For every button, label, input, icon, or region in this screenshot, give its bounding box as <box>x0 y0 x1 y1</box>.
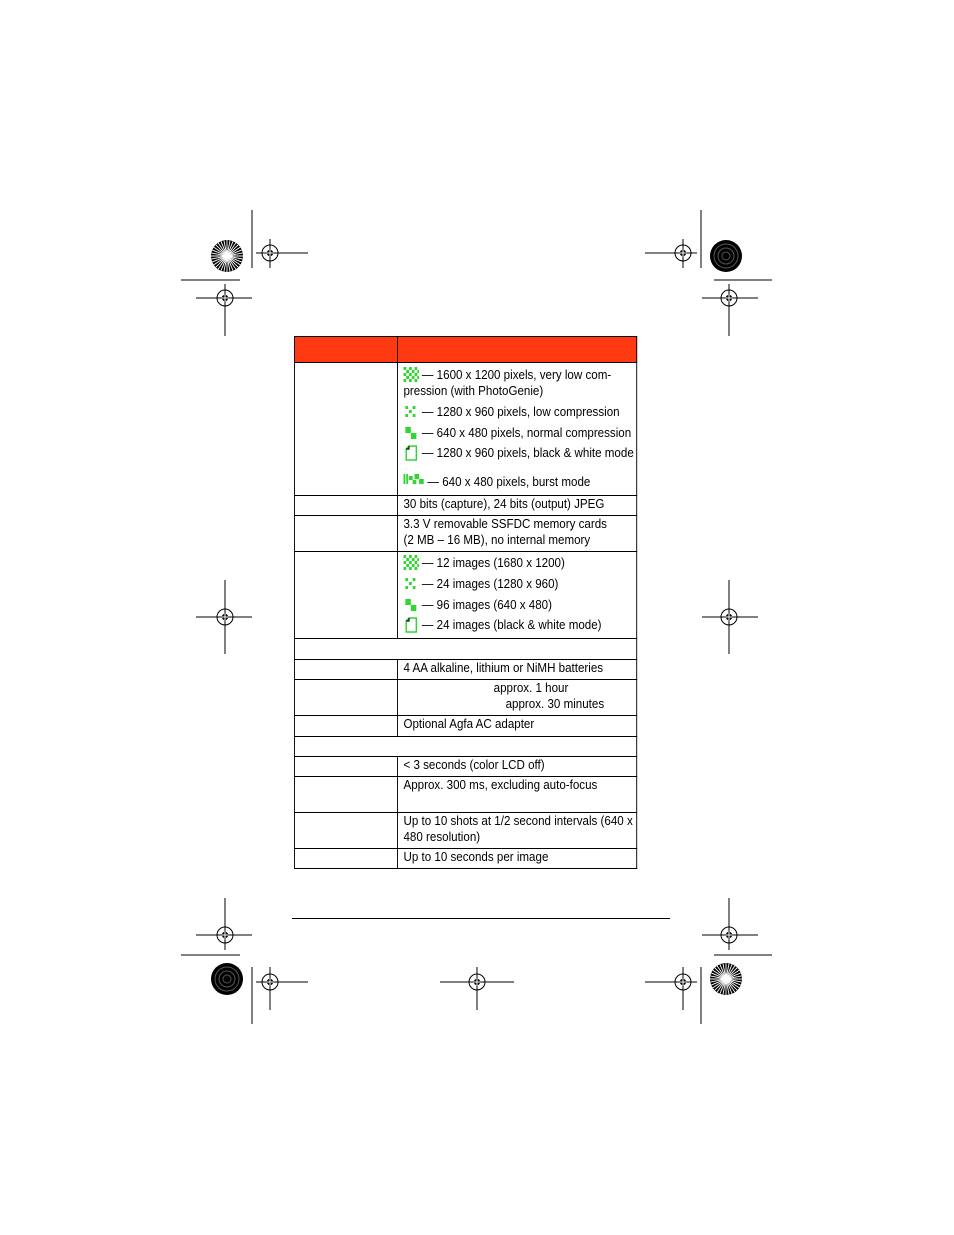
list-item: — 24 images (1280 x 960) <box>403 576 634 592</box>
header-cell-specification <box>398 337 637 363</box>
list-item: — 24 images (black & white mode) <box>403 617 634 633</box>
section-row <box>294 737 636 757</box>
value-cell <box>398 363 637 496</box>
table-row <box>294 680 636 716</box>
value-cell <box>398 552 637 639</box>
value-cell: < 3 seconds (color LCD off) <box>398 757 637 777</box>
value-cell: Up to 10 shots at 1/2 second intervals (640 x 480 resolution) <box>398 813 637 849</box>
table-row <box>294 716 636 737</box>
list-item: — 1280 x 960 pixels, black & white mode <box>403 445 634 461</box>
value-cell: Approx. 300 ms, excluding auto-focus <box>398 777 637 813</box>
value-cell: 30 bits (capture), 24 bits (output) JPEG <box>398 496 637 516</box>
table-row <box>294 777 636 813</box>
header-cell-feature <box>294 337 397 363</box>
value-cell: Up to 10 seconds per image <box>398 849 637 869</box>
table-row <box>294 849 636 869</box>
list-item: — 640 x 480 pixels, normal compression <box>403 425 634 441</box>
label-cell <box>294 516 397 552</box>
list-item: — 12 images (1680 x 1200) <box>403 555 634 571</box>
label-cell <box>294 813 397 849</box>
table-row <box>294 496 636 516</box>
fine-quality-icon <box>403 576 419 592</box>
specifications-table <box>294 336 637 869</box>
value-cell: 3.3 V removable SSFDC memory cards (2 MB – 16 MB), no internal memory <box>398 516 637 552</box>
table-row <box>294 813 636 849</box>
standard-quality-icon <box>403 597 419 613</box>
table-row <box>294 757 636 777</box>
fine-quality-icon <box>403 404 419 420</box>
standard-quality-icon <box>403 425 419 441</box>
text-mode-icon <box>403 445 419 461</box>
label-cell <box>294 757 397 777</box>
superfine-quality-icon <box>403 367 419 383</box>
label-cell <box>294 363 397 496</box>
section-cell <box>294 737 636 757</box>
value-cell: approx. 1 hour approx. 30 minutes <box>398 680 637 716</box>
label-cell <box>294 777 397 813</box>
superfine-quality-icon <box>403 555 419 571</box>
footer-rule <box>292 918 670 919</box>
text-mode-icon <box>403 617 419 633</box>
label-cell <box>294 849 397 869</box>
list-item: — 640 x 480 pixels, burst mode <box>403 474 634 490</box>
table-row <box>294 516 636 552</box>
table-row <box>294 552 636 639</box>
list-item-continuation: pression (with PhotoGenie) <box>403 384 544 398</box>
label-cell <box>294 496 397 516</box>
value-cell: 4 AA alkaline, lithium or NiMH batteries <box>398 660 637 680</box>
section-row <box>294 639 636 660</box>
table-row <box>294 363 636 496</box>
burst-mode-icon <box>403 474 424 490</box>
table-header-row <box>294 337 636 363</box>
value-cell: Optional Agfa AC adapter <box>398 716 637 737</box>
label-cell <box>294 660 397 680</box>
list-item: — 1280 x 960 pixels, low compression <box>403 404 634 420</box>
label-cell <box>294 716 397 737</box>
label-cell <box>294 552 397 639</box>
section-cell <box>294 639 636 660</box>
table-row <box>294 660 636 680</box>
label-cell <box>294 680 397 716</box>
list-item: — 1600 x 1200 pixels, very low com- <box>403 367 634 383</box>
list-item: — 96 images (640 x 480) <box>403 597 634 613</box>
